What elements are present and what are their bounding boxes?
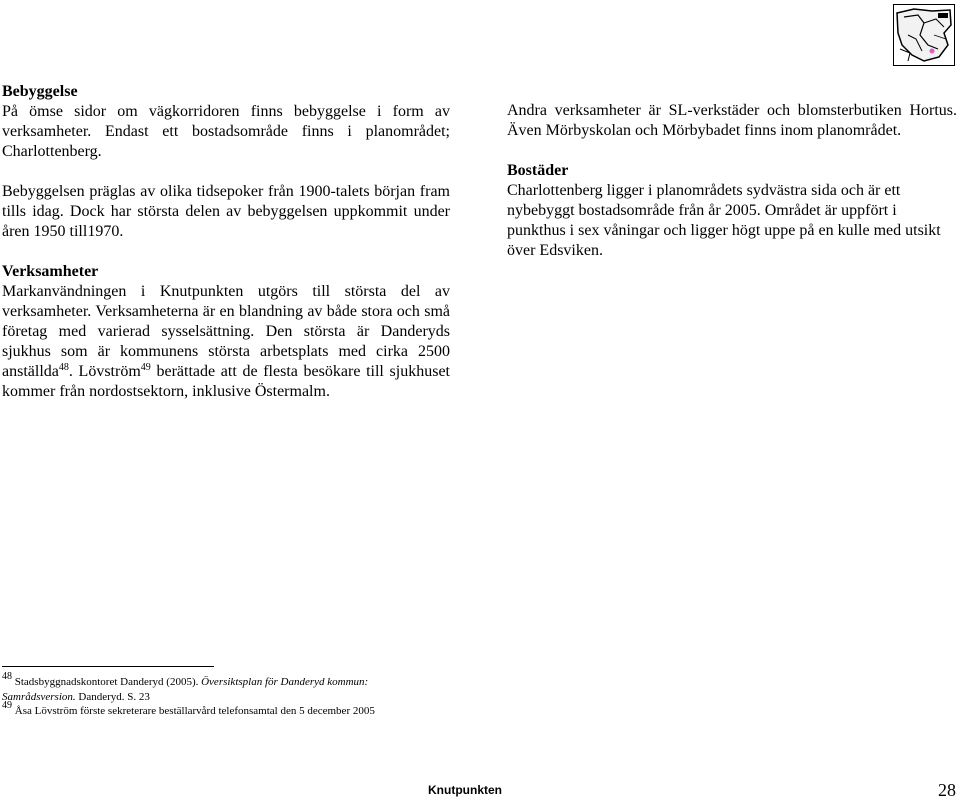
footnote-ref-48: 48	[58, 362, 69, 373]
footnote-48-text-a: Stadsbyggnadskontoret Danderyd (2005).	[12, 676, 202, 688]
right-column	[507, 101, 957, 281]
footnote-49-number: 49	[2, 700, 12, 711]
footnote-48	[2, 671, 422, 704]
footnote-separator	[2, 666, 214, 667]
footnote-48-text-b: Danderyd. S. 23	[75, 690, 150, 703]
footnote-ref-49: 49	[140, 362, 151, 373]
bostader-paragraph: Charlottenberg ligger i planområdets sydvästra sida och är ett nybebyggt bostadsområde från år 2005. Området är uppfört i punkthus i sex våningar och ligger högt uppe på en kulle med utsikt över Edsviken.	[507, 182, 941, 259]
footer-title: Knutpunkten	[428, 783, 502, 797]
footnote-49	[2, 700, 422, 719]
area-map-icon	[893, 4, 955, 66]
andra-verksamheter-paragraph: Andra verksamheter är SL-verkstäder och blomsterbutiken Hortus. Även Mörbyskolan och Mörbybadet finns inom planområdet.	[507, 102, 957, 139]
verksamheter-text-c: berättade att de flesta besökare till sjukhuset kommer från nordostsektorn, inklusive Östermalm.	[2, 363, 451, 400]
bebyggelse-paragraph-1: På ömse sidor om vägkorridoren finns bebyggelse i form av verksamheter. Endast ett bostadsområde finns i planområdet; Charlottenberg.	[2, 103, 450, 160]
footnote-48-title: Översiktsplan för Danderyd kommun: Samrådsversion.	[2, 676, 369, 703]
bostader-section	[507, 161, 957, 261]
map-highlight-marker	[930, 49, 935, 54]
bebyggelse-section	[2, 82, 450, 162]
bebyggelse-paragraph-2: Bebyggelsen präglas av olika tidsepoker från 1900-talets början fram tills idag. Dock har största delen av bebyggelsen uppkommit under åren 1950 till1970.	[2, 183, 450, 240]
verksamheter-heading: Verksamheter	[2, 263, 99, 280]
footnote-48-number: 48	[2, 671, 12, 682]
bebyggelse-heading: Bebyggelse	[2, 83, 78, 100]
bostader-heading: Bostäder	[507, 162, 569, 179]
footnote-49-text: Åsa Lövström förste sekreterare beställarvård telefonsamtal den 5 december 2005	[12, 705, 375, 717]
verksamheter-text-a: Markanvändningen i Knutpunkten utgörs till största del av verksamheter. Verksamheterna är en blandning av både stora och små företag med varierad sysselsättning. Den största är Danderyds sjukhus som är kommunens största arbetsplats med cirka 2500 anställda	[2, 283, 450, 380]
left-column	[2, 82, 450, 422]
verksamheter-section	[2, 262, 450, 402]
verksamheter-text-b: . Lövström	[68, 363, 141, 380]
page-number: 28	[938, 780, 956, 800]
footnotes	[2, 671, 422, 719]
